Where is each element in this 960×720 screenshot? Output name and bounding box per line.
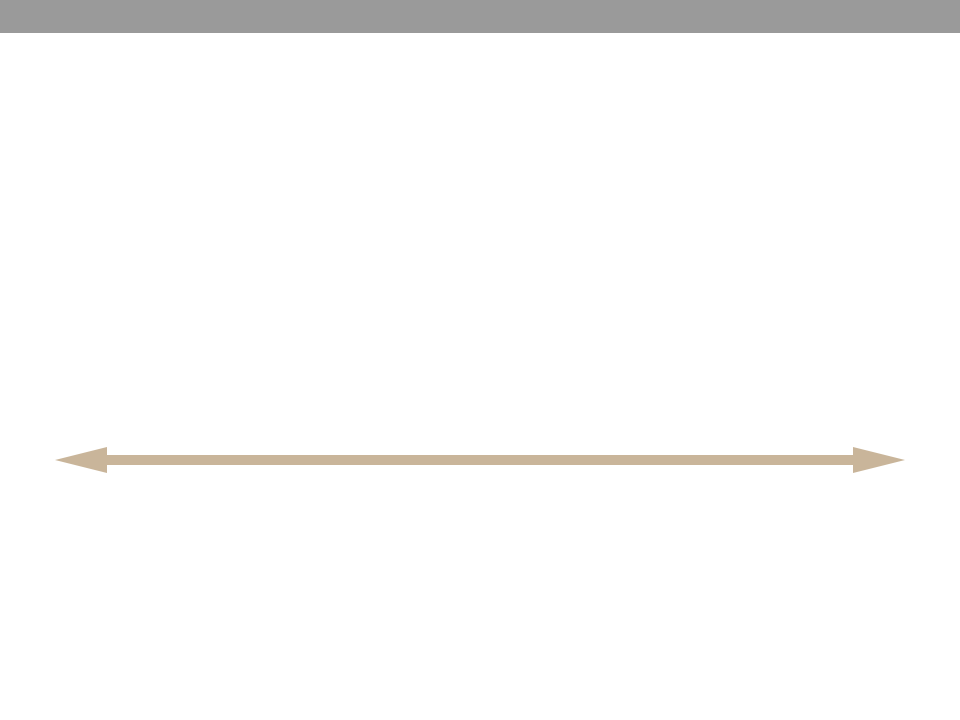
grid-diagram-sequence [0,60,960,390]
double-arrow-shape [55,447,905,473]
density-gradient-arrow [55,447,905,473]
header-bar [0,0,960,33]
